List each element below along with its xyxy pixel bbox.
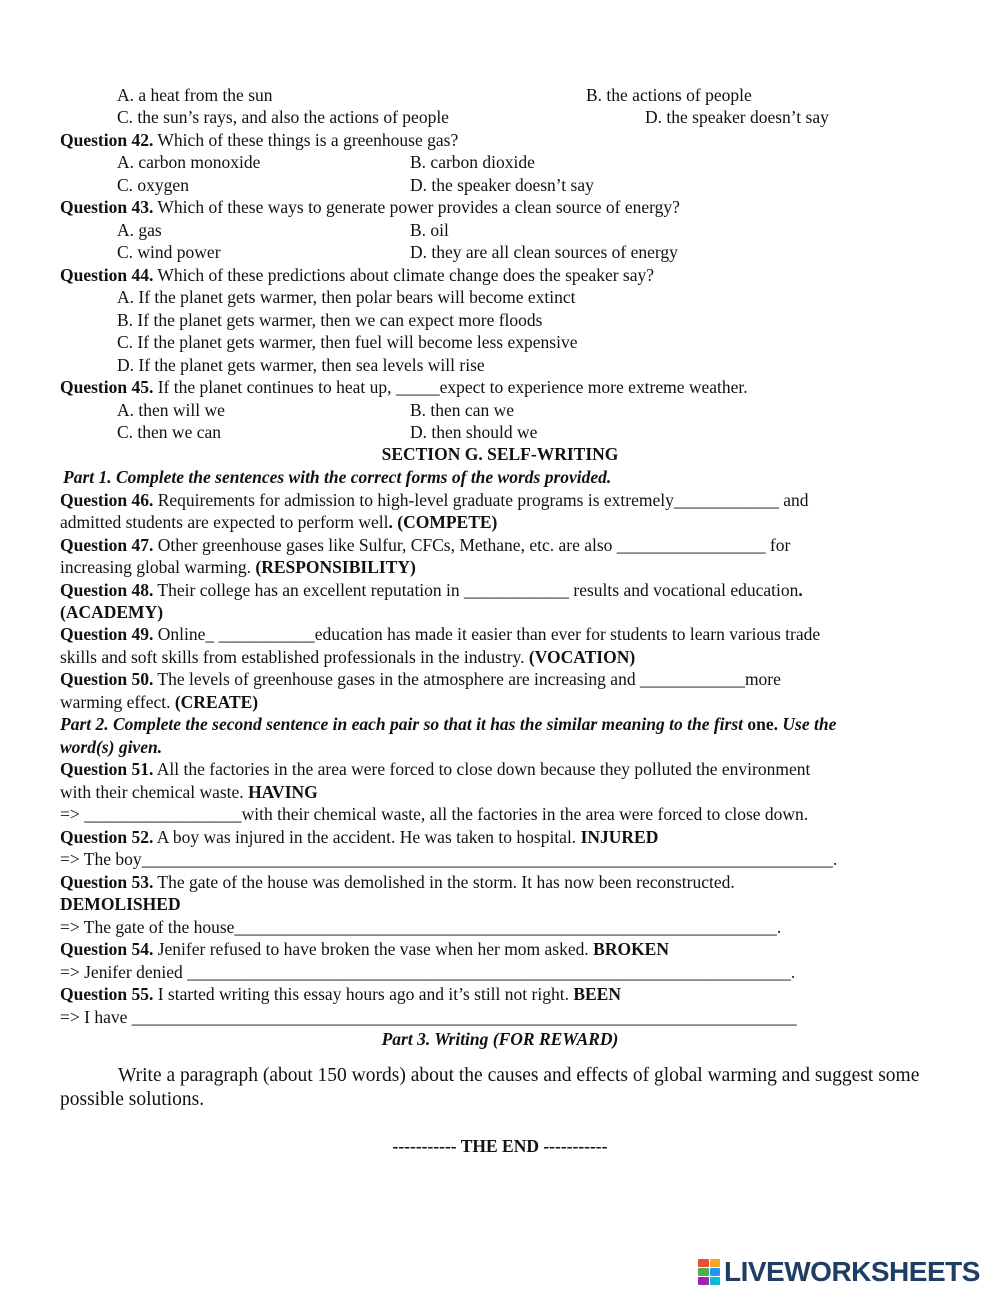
q45-option-d: D. then should we — [410, 422, 538, 442]
q43-option-a: A. gas — [117, 220, 162, 240]
word-hint: (VOCATION) — [528, 647, 636, 667]
question-label: Question 48. — [60, 580, 154, 600]
question-55 — [60, 983, 621, 1005]
question-49-line-1 — [60, 623, 940, 645]
question-52 — [60, 826, 658, 848]
word-hint: INJURED — [580, 827, 659, 847]
question-text: Requirements for admission to high-level graduate programs is extremely____________ and — [153, 490, 809, 510]
part-2-title: Part 2. Complete the second sentence in each pair so that it has the similar meaning to the first — [60, 714, 748, 734]
question-48-hint: (ACADEMY) — [60, 602, 164, 622]
sentence-period: . — [798, 580, 803, 600]
question-text: I started writing this essay hours ago and it’s still not right. — [153, 984, 574, 1004]
liveworksheets-logo — [698, 1257, 980, 1287]
question-50-line-1 — [60, 668, 920, 690]
writing-prompt: Write a paragraph (about 150 words) about the causes and effects of global warming and suggest some possible solutions. — [60, 1065, 920, 1110]
part-1-title: Part 1. Complete the sentences with the correct forms of the words provided. — [63, 467, 612, 487]
question-text: If the planet continues to heat up, _____expect to experience more extreme weather. — [153, 377, 748, 397]
question-label: Question 47. — [60, 535, 154, 555]
q44-option-b: B. If the planet gets warmer, then we can expect more floods — [117, 310, 543, 330]
question-text: skills and soft skills from established professionals in the industry. — [60, 647, 529, 667]
question-label: Question 52. — [60, 827, 154, 847]
q44-option-a: A. If the planet gets warmer, then polar bears will become extinct — [117, 287, 576, 307]
part-2-title-word: one. — [747, 714, 783, 734]
q45-option-c: C. then we can — [117, 422, 221, 442]
word-hint: HAVING — [248, 782, 318, 802]
logo-block — [698, 1268, 709, 1276]
q42-option-a: A. carbon monoxide — [117, 152, 261, 172]
question-47-line-2 — [60, 556, 416, 578]
question-label: Question 49. — [60, 624, 154, 644]
question-48-line-1 — [60, 579, 940, 601]
question-53-answer-line[interactable]: => The gate of the house______________________________________________________________. — [60, 917, 782, 937]
question-54-answer-line[interactable]: => Jenifer denied _____________________________________________________________________. — [60, 962, 796, 982]
question-53-hint: DEMOLISHED — [60, 894, 181, 914]
word-hint: (COMPETE) — [392, 512, 498, 532]
question-51-line-1 — [60, 758, 810, 780]
q41-option-d: D. the speaker doesn’t say — [645, 107, 829, 127]
q41-option-a: A. a heat from the sun — [117, 85, 273, 105]
logo-block — [710, 1277, 721, 1285]
question-47-line-1 — [60, 534, 940, 556]
question-53-line-1 — [60, 871, 940, 893]
question-46-line-2 — [60, 511, 497, 533]
logo-block — [710, 1259, 721, 1267]
question-text: A boy was injured in the accident. He was taken to hospital. — [153, 827, 581, 847]
question-55-answer-line[interactable]: => I have ____________________________________________________________________________ — [60, 1007, 797, 1027]
question-text: Jenifer refused to have broken the vase when her mom asked. — [153, 939, 594, 959]
question-text: All the factories in the area were forced to close down because they polluted the environment — [153, 759, 811, 779]
q44-option-c: C. If the planet gets warmer, then fuel will become less expensive — [117, 332, 578, 352]
question-43 — [60, 196, 680, 218]
question-51-line-2 — [60, 781, 318, 803]
logo-block — [710, 1268, 721, 1276]
logo-block — [698, 1277, 709, 1285]
section-g-title: SECTION G. SELF-WRITING — [381, 444, 619, 464]
question-label: Question 50. — [60, 669, 154, 689]
question-45 — [60, 376, 748, 398]
part-2-title-line-1 — [60, 713, 940, 735]
question-text: Which of these ways to generate power provides a clean source of energy? — [153, 197, 680, 217]
question-50-line-2 — [60, 691, 258, 713]
q44-option-d: D. If the planet gets warmer, then sea levels will rise — [117, 355, 485, 375]
question-46-line-1 — [60, 489, 940, 511]
question-49-line-2 — [60, 646, 635, 668]
question-label: Question 55. — [60, 984, 154, 1004]
question-text: with their chemical waste. — [60, 782, 249, 802]
q43-option-b: B. oil — [410, 220, 449, 240]
word-hint: (RESPONSIBILITY) — [255, 557, 416, 577]
q41-option-c: C. the sun’s rays, and also the actions of people — [117, 107, 449, 127]
q45-option-a: A. then will we — [117, 400, 225, 420]
question-text: warming effect. — [60, 692, 175, 712]
question-label: Question 44. — [60, 265, 154, 285]
question-label: Question 45. — [60, 377, 154, 397]
q43-option-d: D. they are all clean sources of energy — [410, 242, 678, 262]
word-hint: BEEN — [573, 984, 621, 1004]
question-text: Which of these predictions about climate change does the speaker say? — [153, 265, 655, 285]
q41-option-b: B. the actions of people — [586, 85, 752, 105]
question-text: The levels of greenhouse gases in the atmosphere are increasing and ____________more — [153, 669, 781, 689]
question-44 — [60, 264, 654, 286]
question-text: Online_ ___________education has made it easier than ever for students to learn various trade — [153, 624, 821, 644]
question-text: admitted students are expected to perform well — [60, 512, 389, 532]
q43-option-c: C. wind power — [117, 242, 221, 262]
question-text: Their college has an excellent reputation in ____________ results and vocational education — [153, 580, 799, 600]
question-text: Other greenhouse gases like Sulfur, CFCs, Methane, etc. are also _________________ for — [153, 535, 791, 555]
question-54 — [60, 938, 669, 960]
question-52-answer-line[interactable]: => The boy_______________________________________________________________________________. — [60, 849, 838, 869]
part-3-title: Part 3. Writing (FOR REWARD) — [381, 1029, 619, 1049]
q42-option-c: C. oxygen — [117, 175, 189, 195]
question-text: increasing global warming. — [60, 557, 256, 577]
question-label: Question 43. — [60, 197, 154, 217]
sentence-period: . — [388, 512, 393, 532]
question-label: Question 42. — [60, 130, 154, 150]
q42-option-d: D. the speaker doesn’t say — [410, 175, 594, 195]
word-hint: BROKEN — [593, 939, 669, 959]
q42-option-b: B. carbon dioxide — [410, 152, 535, 172]
logo-block — [698, 1259, 709, 1267]
q45-option-b: B. then can we — [410, 400, 514, 420]
word-hint: (CREATE) — [174, 692, 259, 712]
question-label: Question 46. — [60, 490, 154, 510]
question-42 — [60, 129, 458, 151]
the-end: ----------- THE END ----------- — [392, 1136, 608, 1156]
liveworksheets-logo-icon — [698, 1259, 720, 1285]
question-text: The gate of the house was demolished in the storm. It has now been reconstructed. — [153, 872, 735, 892]
part-2-title-end: Use the — [782, 714, 837, 734]
question-label: Question 54. — [60, 939, 154, 959]
question-label: Question 51. — [60, 759, 154, 779]
liveworksheets-logo-text: LIVEWORKSHEETS — [724, 1256, 980, 1287]
question-text: Which of these things is a greenhouse gas? — [153, 130, 459, 150]
question-51-answer-line[interactable]: => __________________with their chemical waste, all the factories in the area were forced to close down. — [60, 804, 809, 824]
part-2-title-line-2: word(s) given. — [60, 737, 163, 757]
question-label: Question 53. — [60, 872, 154, 892]
